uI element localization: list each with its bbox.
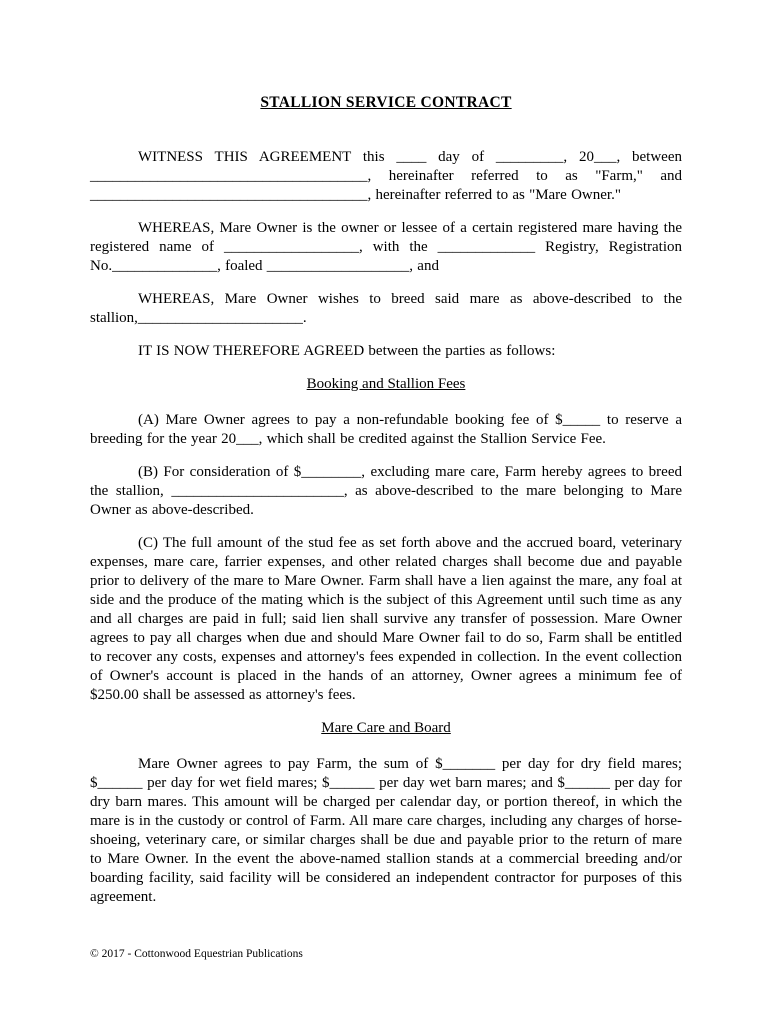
paragraph-witness-agreement: WITNESS THIS AGREEMENT this ____ day of _________, 20___, between _____________________________________, hereinafter referred to as "Farm," and _____________________________________, hereinafter referred to as "Mare Owner.": [90, 149, 682, 203]
paragraph-now-therefore-agreed: IT IS NOW THEREFORE AGREED between the parties as follows:: [138, 343, 556, 359]
paragraph-clause-c-stud-fee-lien: (C) The full amount of the stud fee as set forth above and the accrued board, veterinary expenses, mare care, farrier expenses, and other related charges shall become due and payable prior to delivery of the mare to Mare Owner. Farm shall have a lien against the mare, any foal at side and the produce of the mating which is the subject of this Agreement until such time as any and all charges are paid in full; said lien shall survive any transfer of possession. Mare Owner agrees to pay all charges when due and should Mare Owner fail to do so, Farm shall be entitled to recover any costs, expenses and attorney's fees expended in collection. In the event collection of Owner's account is placed in the hands of an attorney, Owner agrees a minimum fee of $250.00 shall be assessed as attorney's fees.: [90, 535, 682, 703]
paragraph-clause-b-consideration: (B) For consideration of $________, excluding mare care, Farm hereby agrees to breed the stallion, _______________________, as above-described to the mare belonging to Mare Owner as above-described.: [90, 464, 682, 518]
paragraph-mare-care-rates: Mare Owner agrees to pay Farm, the sum of $_______ per day for dry field mares; $______ per day for wet field mares; $______ per day wet barn mares; and $______ per day for dry barn mares. This amount will be charged per calendar day, or portion thereof, in which the mare is in the custody or control of Farm. All mare care charges, including any charges of horse-shoeing, veterinary care, or similar charges shall be due and payable prior to the return of mare to Mare Owner. In the event the above-named stallion stands at a commercial breeding and/or boarding facility, said facility will be considered an independent contractor for purposes of this agreement.: [90, 756, 682, 905]
section-heading-booking-and-stallion-fees: Booking and Stallion Fees: [306, 376, 466, 392]
paragraph-whereas-mare-owner: WHEREAS, Mare Owner is the owner or lessee of a certain registered mare having the registered name of __________________, with the _____________ Registry, Registration No.______________, foaled ___________________, and: [90, 220, 682, 274]
section-heading-mare-care-and-board: Mare Care and Board: [321, 720, 451, 736]
document-title: STALLION SERVICE CONTRACT: [260, 94, 512, 111]
footer-copyright: © 2017 - Cottonwood Equestrian Publications: [90, 948, 303, 960]
paragraph-clause-a-booking-fee: (A) Mare Owner agrees to pay a non-refundable booking fee of $_____ to reserve a breeding for the year 20___, which shall be credited against the Stallion Service Fee.: [90, 412, 682, 447]
paragraph-whereas-breed: WHEREAS, Mare Owner wishes to breed said mare as above-described to the stallion,______________________.: [90, 291, 682, 326]
